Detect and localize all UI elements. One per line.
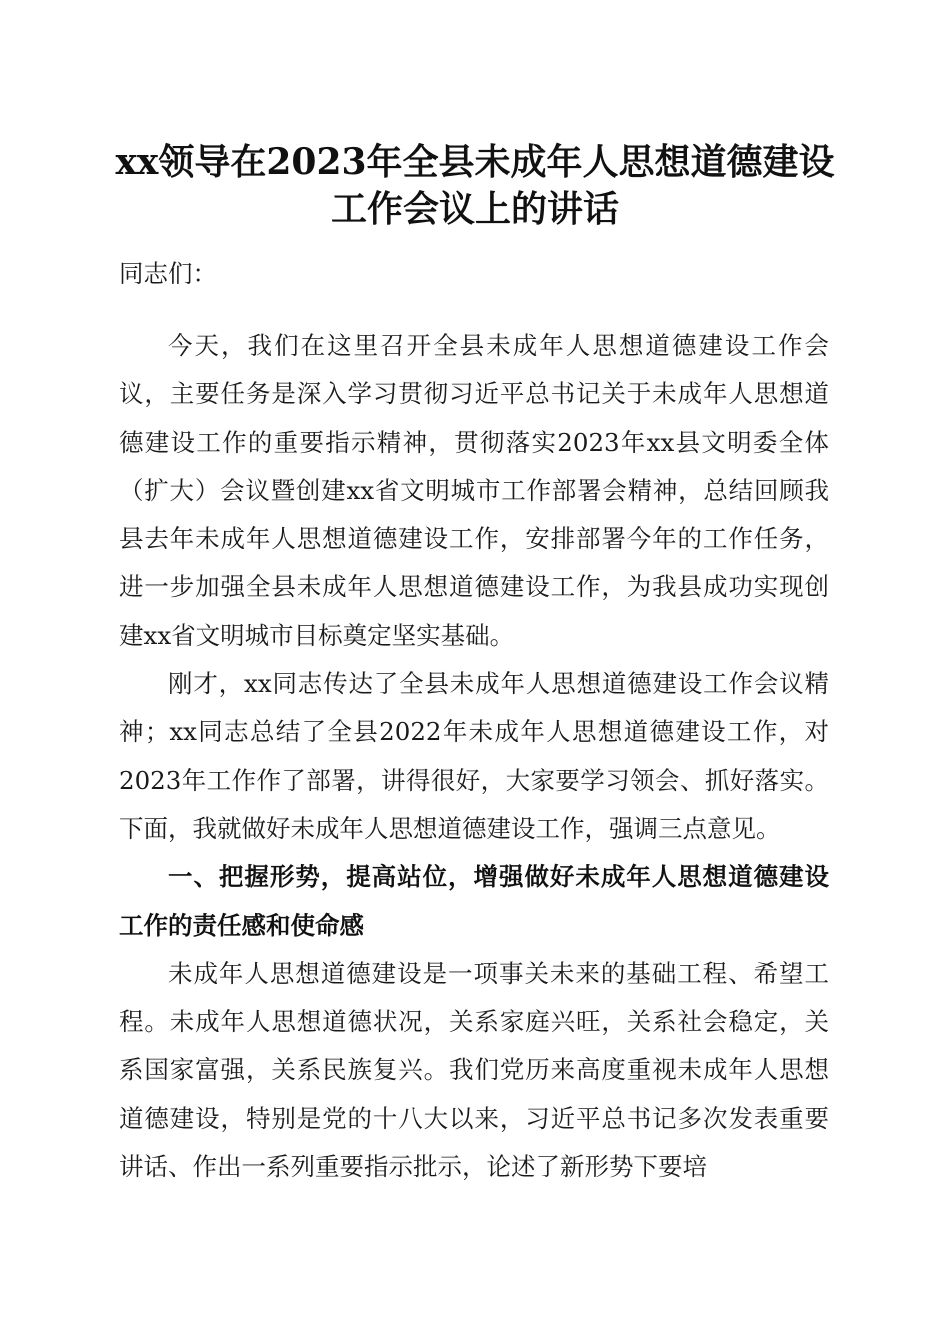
section-1-paragraph: 未成年人思想道德建设是一项事关未来的基础工程、希望工程。未成年人思想道德状况，关系家庭兴旺，关系社会稳定，关系国家富强，关系民族复兴。我们党历来高度重视未成年人思想道德建设，特别是党的十八大以来，习近平总书记多次发表重要讲话、作出一系列重要指示批示，论述了新形势下要培: [119, 958, 829, 1182]
paragraph-summary: 刚才，xx同志传达了全县未成年人思想道德建设工作会议精神；xx同志总结了全县2022年未成年人思想道德建设工作，对2023年工作作了部署，讲得很好，大家要学习领会、抓好落实。下面，我就做好未成年人思想道德建设工作，强调三点意见。: [119, 669, 829, 843]
document-title-line-2: 工作会议上的讲话: [330, 188, 619, 230]
section-heading-1: 一、把握形势，提高站位，增强做好未成年人思想道德建设工作的责任感和使命感: [119, 862, 829, 940]
document-title-line-1: xx领导在2023年全县未成年人思想道德建设: [115, 141, 835, 183]
salutation: 同志们：: [119, 259, 217, 288]
paragraph-intro: 今天，我们在这里召开全县未成年人思想道德建设工作会议，主要任务是深入学习贯彻习近平总书记关于未成年人思想道德建设工作的重要指示精神，贯彻落实2023年xx县文明委全体（扩大）会议暨创建xx省文明城市工作部署会精神，总结回顾我县去年未成年人思想道德建设工作，安排部署今年的工作任务，进一步加强全县未成年人思想道德建设工作，为我县成功实现创建xx省文明城市目标奠定坚实基础。: [119, 331, 829, 650]
document-body: [119, 322, 829, 1191]
